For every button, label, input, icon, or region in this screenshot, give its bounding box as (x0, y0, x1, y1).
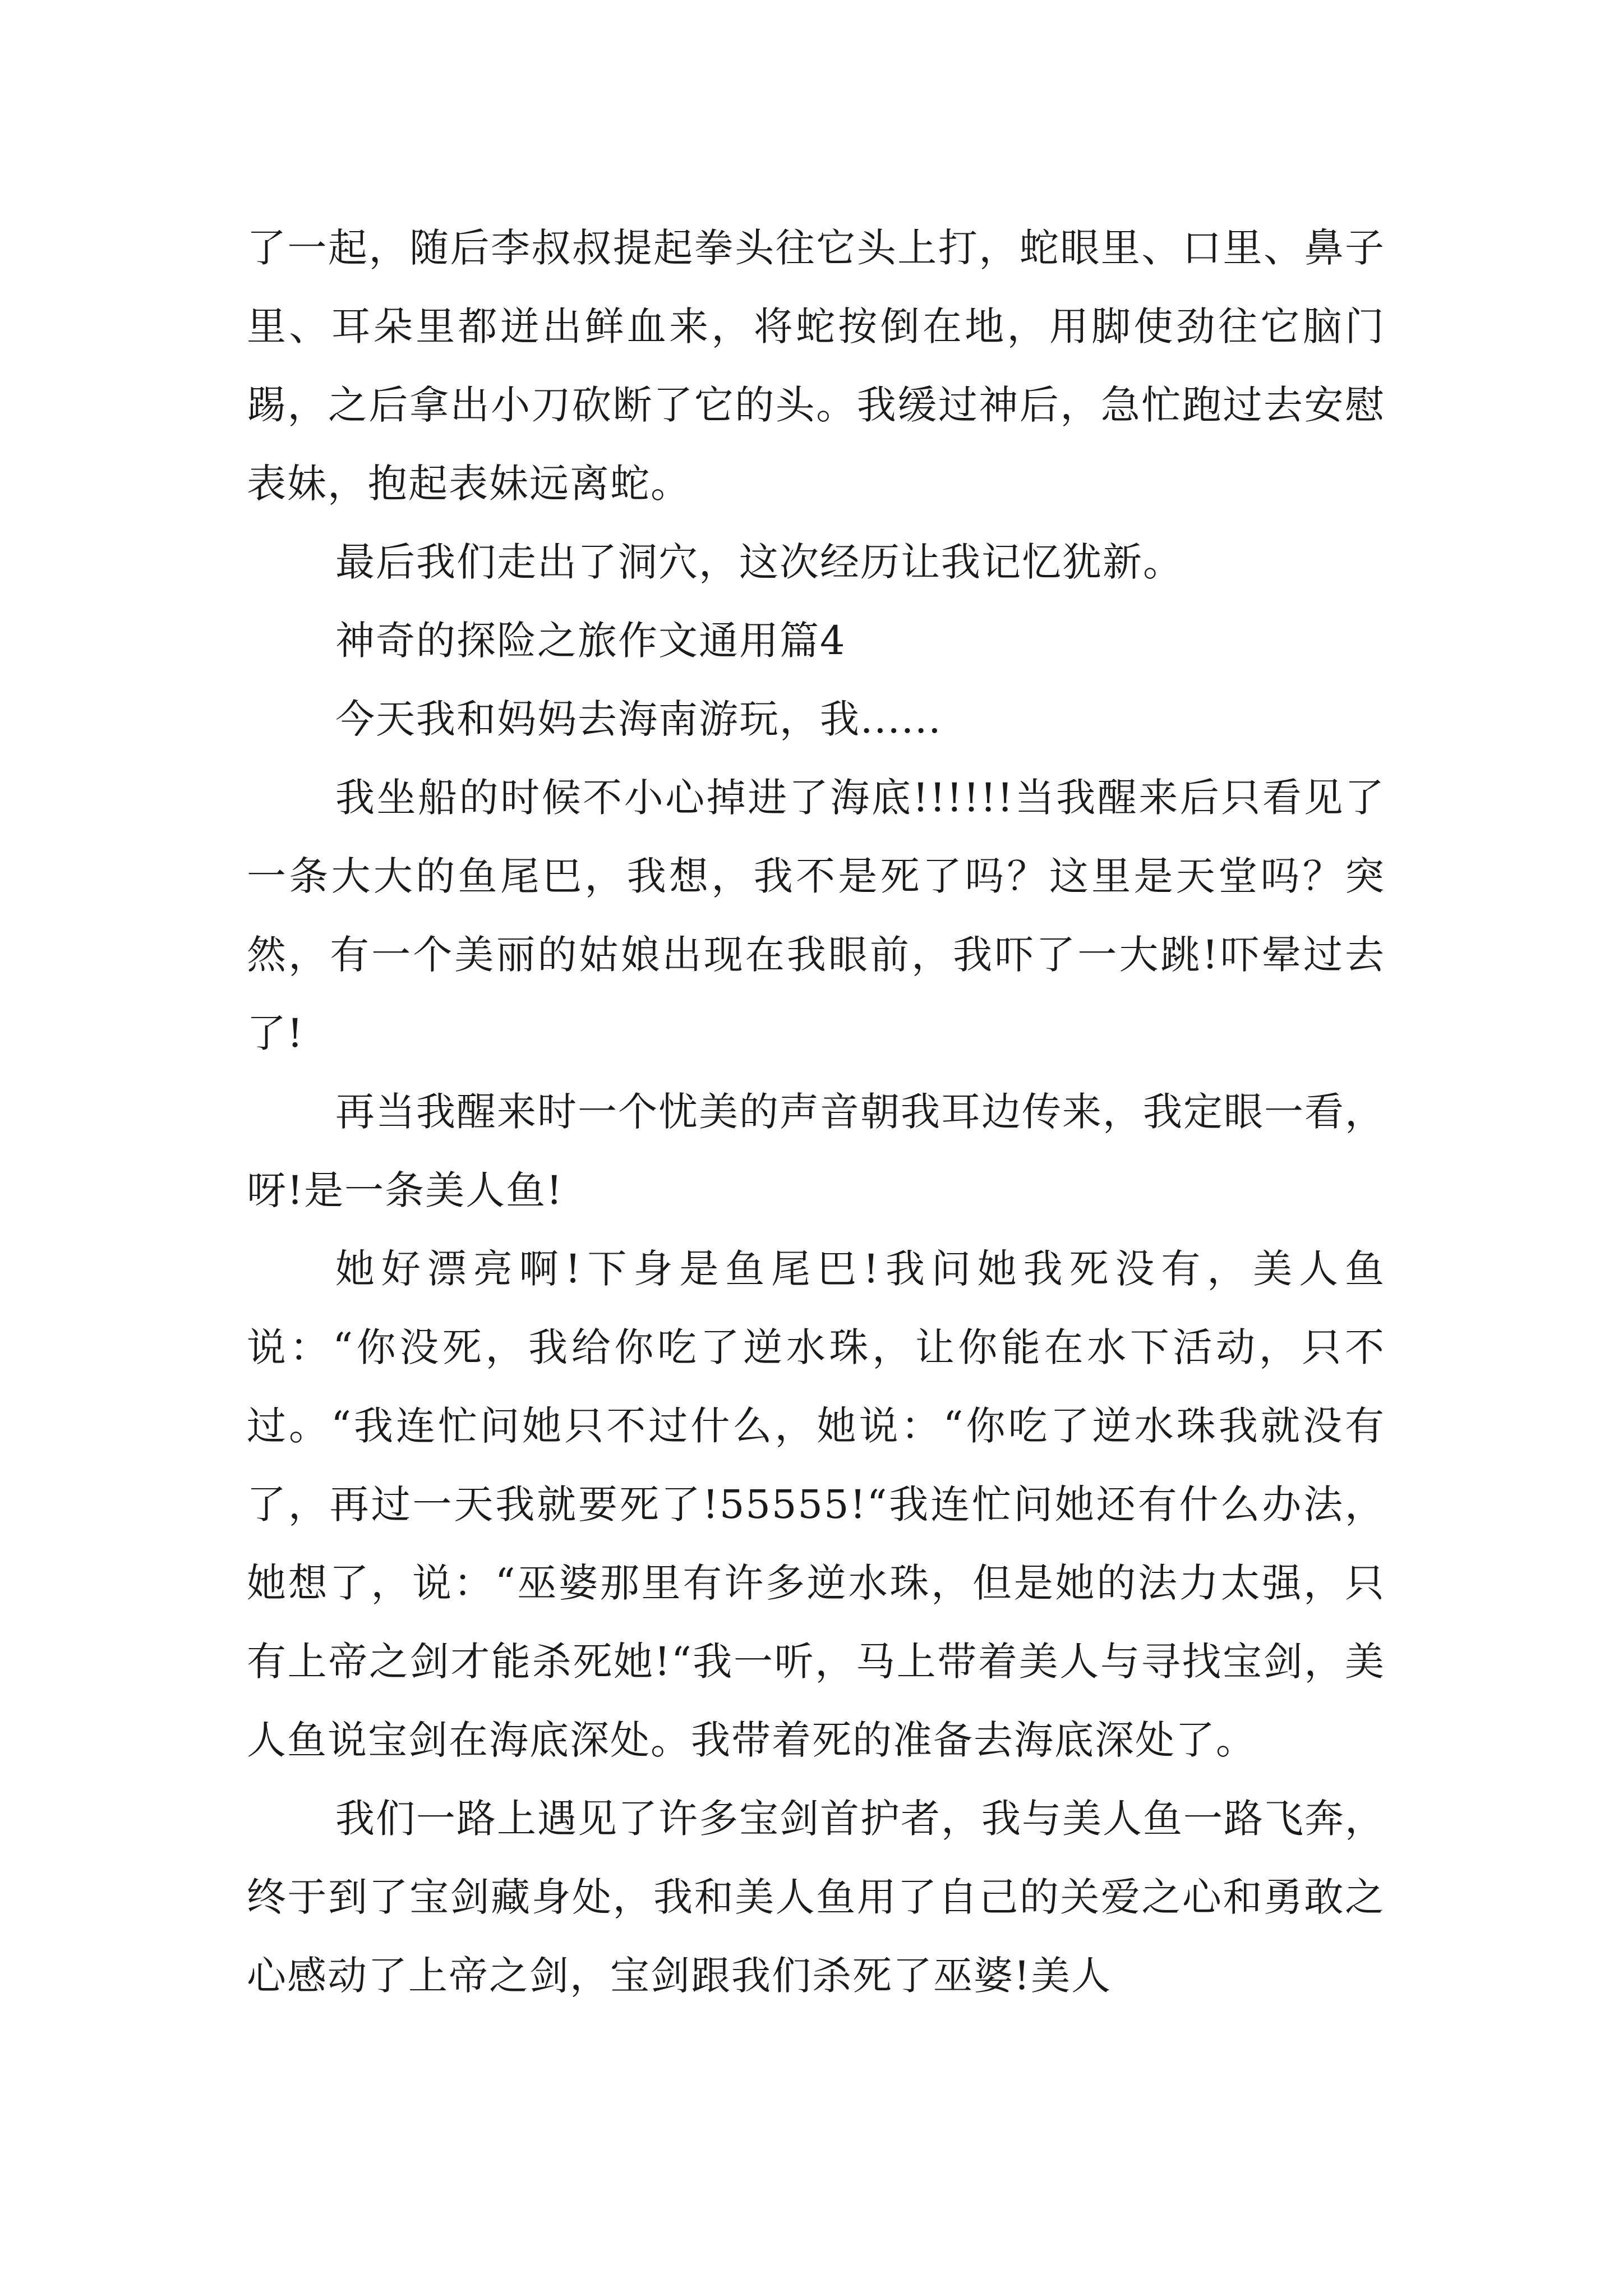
document-body (247, 209, 1385, 2015)
paragraph-mermaid-dialogue: 她好漂亮啊!下身是鱼尾巴!我问她我死没有，美人鱼说：“你没死，我给你吃了逆水珠，让你能在水下活动，只不过。“我连忙问她只不过什么，她说：“你吃了逆水珠我就没有了，再过一天我就要死了!55555!“我连忙问她还有什么办法，她想了，说：“巫婆那里有许多逆水珠，但是她的法力太强，只有上帝之剑才能杀死她!“我一听，马上带着美人与寻找宝剑，美人鱼说宝剑在海底深处。我带着死的准备去海底深处了。 (247, 1246, 1385, 1763)
paragraph-snake-fight: 了一起，随后李叔叔提起拳头往它头上打，蛇眼里、口里、鼻子里、耳朵里都迸出鲜血来，将蛇按倒在地，用脚使劲往它脑门踢，之后拿出小刀砍断了它的头。我缓过神后，急忙跑过去安慰表妹，抱起表妹远离蛇。 (247, 225, 1385, 507)
paragraph-fell-into-sea: 我坐船的时候不小心掉进了海底!!!!!!当我醒来后只看见了一条大大的鱼尾巴，我想，我不是死了吗？这里是天堂吗？突然，有一个美丽的姑娘出现在我眼前，我吓了一大跳!吓晕过去了! (247, 775, 1385, 1056)
paragraph-mermaid-voice: 再当我醒来时一个忧美的声音朝我耳边传来，我定眼一看，呀!是一条美人鱼! (247, 1089, 1385, 1213)
paragraph-sword-quest: 我们一路上遇见了许多宝剑首护者，我与美人鱼一路飞奔，终于到了宝剑藏身处，我和美人鱼用了自己的关爱之心和勇敢之心感动了上帝之剑，宝剑跟我们杀死了巫婆!美人 (247, 1796, 1385, 1999)
section-title: 神奇的探险之旅作文通用篇4 (335, 618, 846, 664)
paragraph-cave-exit: 最后我们走出了洞穴，这次经历让我记忆犹新。 (335, 539, 1183, 585)
paragraph-hainan-trip: 今天我和妈妈去海南游玩，我...... (335, 696, 942, 742)
